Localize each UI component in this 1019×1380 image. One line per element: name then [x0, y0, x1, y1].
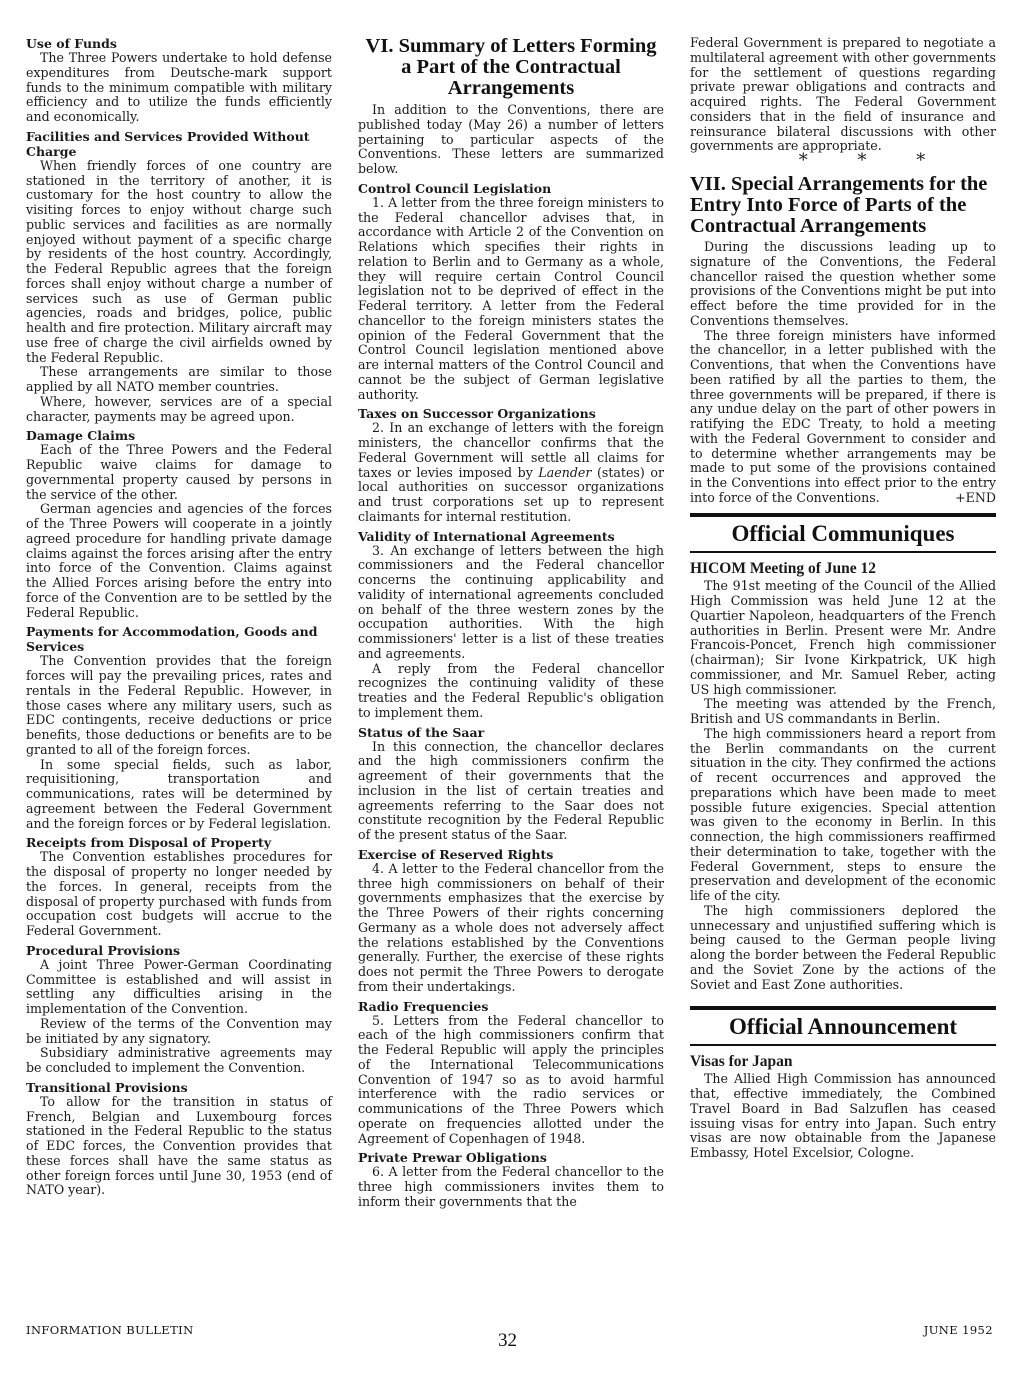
paragraph: The high commissioners heard a report from the Berlin commandants on the current situation in the city. They confirmed the actions of recent occurrences and approved the preparations which have been made to meet possible future exigencies. Special attention was given to the economy in Berlin. In this connection, the high commissioners reaffirmed their determination to take, together with the Federal Government, steps to ensure the preservation and development of the economic life of the city.: [690, 725, 996, 903]
paragraph-part: 2. In an exchange of letters with the foreign ministers, the chancellor confirms that the Federal Government will settle all claims for taxes or levies imposed by: [358, 420, 664, 480]
section-title-vi: VI. Summary of Letters Forming a Part of the Contractual Arrangements: [365, 35, 657, 99]
paragraph: 5. Letters from the Federal chancellor to each of the high commissioners confirm that the Federal Republic will apply the principles of the International Telecommunications Convention of 1947 so as to avoid harmful interference with the radio services or communications of the Three Powers which operate on frequencies allotted under the Agreement of Copenhagen of 1948.: [358, 1012, 664, 1146]
footer-publication-name: INFORMATION BULLETIN: [26, 1323, 194, 1337]
subheading-visas-japan: Visas for Japan: [690, 1053, 793, 1071]
section-heading-taxes: Taxes on Successor Organizations: [358, 406, 596, 422]
paragraph: The Convention establishes procedures for the disposal of property no longer needed by the forces. In general, receipts from the disposal of property purchased with funds from occupation cost budgets will accrue to the Federal Government.: [26, 849, 332, 938]
column-left: [26, 36, 332, 1198]
paragraph: When friendly forces of one country are stationed in the territory of another, it is customary for the host country to allow the visiting forces to enjoy without charge such public services and facilities as are normally enjoyed without payment of a specific charge by residents of the host country. Accordingly, the Federal Republic agrees that the foreign forces shall enjoy without charge a number of services such as use of German public agencies, roads and bridges, police, public health and fire protection. Military aircraft may use free of charge the civil airfields owned by the Federal Republic.: [26, 157, 332, 365]
rule-bottom: [690, 1044, 996, 1046]
section-heading-damage-claims: Damage Claims: [26, 428, 136, 444]
section-heading-prewar: Private Prewar Obligations: [358, 1150, 547, 1166]
paragraph-part: (states) or local authorities on successor organizations and trust corporations set up to represent claimants for internal restitution.: [358, 464, 664, 524]
paragraph: In some special fields, such as labor, requisitioning, transportation and communications, rates will be determined by agreement between the Federal Government and the foreign forces or by Federal legislation.: [26, 756, 332, 831]
section-heading-transitional: Transitional Provisions: [26, 1079, 188, 1095]
paragraph: 6. A letter from the Federal chancellor to the three high commissioners invites them to inform their governments that the: [358, 1164, 664, 1209]
column-middle: [358, 36, 664, 1210]
paragraph-continuation: Federal Government is prepared to negotiate a multilateral agreement with other governments for the settlement of questions regarding private prewar obligations and contracts and acquired rights. The Federal Government considers that in the field of insurance and reinsurance bilateral discussions with other governments are appropriate.: [690, 35, 996, 154]
paragraph: 4. A letter to the Federal chancellor from the three high commissioners on behalf of their governments emphasizes that the exercise by the Three Powers of their rights concerning Germany as a whole does not adversely affect the relations established by the Conventions generally. Further, the exercise of these rights does not permit the Three Powers to derogate from their undertakings.: [358, 860, 664, 994]
paragraph: The high commissioners deplored the unnecessary and unjustified suffering which is being caused to the German people living along the border between the Federal Republic and the Soviet Zone by the actions of the Soviet and East Zone authorities.: [690, 902, 996, 992]
paragraph: German agencies and agencies of the forces of the Three Powers will cooperate in a jointly agreed procedure for handling private damage claims against the forces arising after the entry into force of the Convention. Claims against the Allied Forces arising before the entry into force of the Convention are to be settled by the Federal Republic.: [26, 501, 332, 620]
paragraph: [358, 421, 664, 524]
page-number: 32: [498, 1330, 517, 1351]
section-heading-procedural: Procedural Provisions: [26, 942, 181, 958]
paragraph: The Three Powers undertake to hold defense expenditures from Deutsche-mark support funds to the minimum compatible with military efficiency and to utilize the funds efficiently and economically.: [26, 50, 332, 124]
section-heading-facilities: Facilities and Services Provided Without Charge: [26, 128, 310, 159]
paragraph: A joint Three Power-German Coordinating Committee is established and will assist in settling any difficulties arising in the implementation of the Convention.: [26, 956, 332, 1016]
section-heading-payments: Payments for Accommodation, Goods and Services: [26, 624, 318, 655]
paragraph: Subsidiary administrative agreements may be concluded to implement the Convention.: [26, 1045, 332, 1075]
paragraph: The Allied High Commission has announced that, effective immediately, the Combined Travel Board in Bad Salzuflen has ceased issuing visas for entry into Japan. Such entry visas are now obtainable from the Japanese Embassy, Hotel Excelsior, Cologne.: [690, 1071, 996, 1160]
section-separator-stars: * * *: [798, 150, 948, 171]
paragraph: The 91st meeting of the Council of the Allied High Commission was held June 12 at the Quartier Napoleon, headquarters of the French authorities in Berlin. Present were Mr. Andre Francois-Poncet, French high commissioner (chairman); Sir Ivone Kirkpatrick, UK high commissioner, and Mr. Samuel Reber, acting US high commissioner.: [690, 578, 996, 697]
paragraph: In addition to the Conventions, there are published today (May 26) a number of letters pertaining to particular aspects of the Conventions. These letters are summarized below.: [358, 102, 664, 176]
section-heading-saar: Status of the Saar: [358, 724, 485, 740]
paragraph: 1. A letter from the three foreign ministers to the Federal chancellor advises that, in accordance with Article 2 of the Convention on Relations which specifies their rights in relation to Berlin and to Germany as a whole, they will require certain Control Council legislation not to be deprived of effect in the Federal territory. A letter from the Federal chancellor to the foreign ministers states the opinion of the Federal Government that the Control Council legislation mentioned above are internal matters of the Control Council and cannot be the subject of German legislative authority.: [358, 194, 664, 402]
end-mark: +END: [955, 489, 996, 505]
paragraph: 3. An exchange of letters between the high commissioners and the Federal chancellor concerns the continuing applicability and validity of international agreements concluded on behalf of the three western zones by the occupation authorities. With the high commissioners' letter is a list of these treaties and agreements.: [358, 542, 664, 661]
section-title-vii: VII. Special Arrangements for the Entry Into Force of Parts of the Contractual Arrangements: [690, 173, 988, 237]
section-heading-receipts: Receipts from Disposal of Property: [26, 835, 272, 851]
paragraph: During the discussions leading up to signature of the Conventions, the Federal chancellor raised the question whether some provisions of the Conventions might be put into effect before the time provided for in the Conventions themselves.: [690, 239, 996, 328]
box-title-announcement: Official Announcement: [728, 1014, 958, 1040]
section-heading-use-of-funds: Use of Funds: [26, 36, 117, 51]
paragraph: In this connection, the chancellor declares and the high commissioners confirm the agreement of their governments that the inclusion in the list of certain treaties and agreements referring to the Saar does not constitute recognition by the Federal Republic of the present status of the Saar.: [358, 738, 664, 842]
paragraph: A reply from the Federal chancellor recognizes the continuing validity of these treaties and the Federal Republic's obligation to implement them.: [358, 660, 664, 720]
paragraph: Each of the Three Powers and the Federal Republic waive claims for damage to governmental property caused by persons in the service of the other.: [26, 442, 332, 502]
paragraph: The meeting was attended by the French, British and US commandants in Berlin.: [690, 696, 996, 726]
paragraph: The three foreign ministers have informed the chancellor, in a letter published with the Conventions, that when the Conventions have been ratified by all the parties to them, the three governments will be prepared, if there is any undue delay on the part of other powers in ratifying the EDC Treaty, to hold a meeting with the Federal Government to consider and to determine whether arrangements may be made to put some of the provisions contained in the Conventions into effect prior to the entry into force of the Conventions.: [690, 327, 996, 505]
subheading-hicom-meeting: HICOM Meeting of June 12: [690, 560, 876, 578]
rule-bottom: [690, 551, 996, 553]
section-heading-validity: Validity of International Agreements: [358, 528, 615, 544]
column-right: [690, 36, 996, 1161]
section-heading-reserved-rights: Exercise of Reserved Rights: [358, 846, 554, 862]
paragraph: Review of the terms of the Convention may be initiated by any signatory.: [26, 1015, 332, 1046]
section-heading-radio: Radio Frequencies: [358, 998, 489, 1014]
footer-date: JUNE 1952: [923, 1323, 993, 1337]
emphasis-laender: Laender: [538, 464, 592, 480]
section-heading-control-council: Control Council Legislation: [358, 180, 552, 196]
paragraph: To allow for the transition in status of French, Belgian and Luxembourg forces stationed in the Federal Republic to the status of EDC forces, the Convention provides that these forces shall have the same status as other foreign forces until June 30, 1953 (end of NATO year).: [26, 1093, 332, 1198]
paragraph: The Convention provides that the foreign forces will pay the prevailing prices, rates and rentals in the Federal Republic. However, in those cases where any military users, such as EDC contingents, receive deductions or price benefits, those deductions or benefits are to be granted to all of the foreign forces.: [26, 653, 332, 757]
paragraph: Where, however, services are of a special character, payments may be agreed upon.: [26, 393, 332, 424]
paragraph: These arrangements are similar to those applied by all NATO member countries.: [26, 364, 332, 394]
box-title-communiques: Official Communiques: [731, 521, 955, 547]
